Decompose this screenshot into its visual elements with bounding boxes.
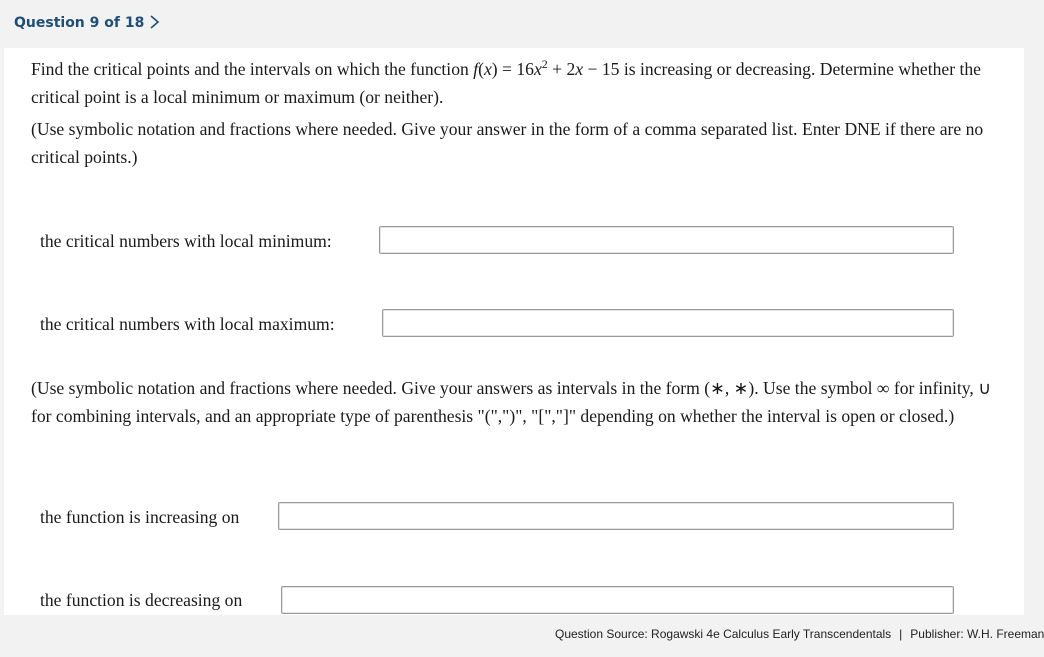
question-counter: Question 9 of 18 <box>14 15 145 31</box>
next-question-button[interactable] <box>146 11 164 33</box>
question-prompt: Find the critical points and the intervals on which the function $f(x) = 16x^2 + 2x - 15$ is increasing or decreasing. Determine whether the critical point is a local minimum or maximum (or neither). <box>31 57 981 107</box>
question-header <box>0 0 1024 46</box>
instructions-intervals: (Use symbolic notation and fractions where needed. Give your answers as intervals in the form (∗, ∗). Use the symbol ∞ for infinity, ∪ for combining intervals, and an appropriate type of parenthesis "(",")", "[","]" depending on whether the interval is open or closed.) <box>31 378 992 426</box>
local-min-label: the critical numbers with local minimum: <box>40 231 332 251</box>
increasing-input[interactable] <box>278 502 954 530</box>
chevron-right-icon <box>146 11 164 33</box>
decreasing-input[interactable] <box>281 586 954 614</box>
question-panel <box>4 48 1024 615</box>
footer <box>0 615 1044 657</box>
footer-separator: | <box>899 627 903 641</box>
footer-credits <box>555 627 1044 641</box>
instructions-critical-points: (Use symbolic notation and fractions where needed. Give your answer in the form of a comma separated list. Enter DNE if there are no critical points.) <box>31 119 984 167</box>
publisher: Publisher: W.H. Freeman <box>910 627 1044 641</box>
question-source: Question Source: Rogawski 4e Calculus Early Transcendentals <box>555 627 892 641</box>
local-max-input[interactable] <box>382 309 954 337</box>
local-min-input[interactable] <box>379 226 954 254</box>
local-max-label: the critical numbers with local maximum: <box>40 314 335 334</box>
function-name: f <box>473 58 479 79</box>
increasing-label: the function is increasing on <box>40 507 240 527</box>
decreasing-label: the function is decreasing on <box>40 590 243 610</box>
